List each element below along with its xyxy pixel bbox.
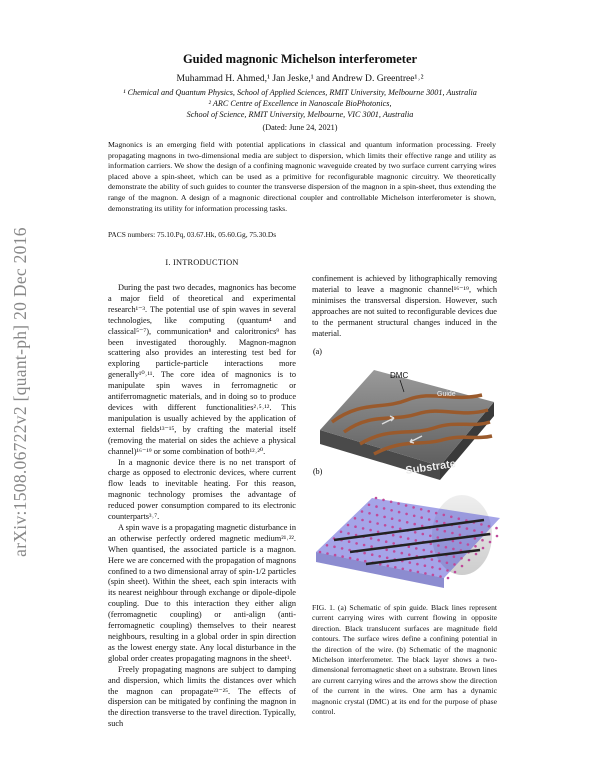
spin-site [394, 566, 397, 569]
spin-site [454, 571, 457, 574]
spin-site [424, 564, 427, 567]
spin-site [446, 562, 449, 565]
spin-site [451, 532, 454, 535]
spin-site [482, 547, 485, 550]
spin-site [481, 531, 484, 534]
spin-site [415, 539, 418, 542]
spin-site [453, 563, 456, 566]
spin-site [409, 561, 412, 564]
spin-site [402, 568, 405, 571]
spin-site [428, 518, 431, 521]
spin-site [452, 548, 455, 551]
spin-site [409, 569, 412, 572]
spin-site [391, 517, 394, 520]
spin-site [369, 529, 372, 532]
spin-site [413, 523, 416, 526]
spin-site [390, 501, 393, 504]
figure-1 [312, 340, 502, 602]
spin-site [459, 542, 462, 545]
spin-site [466, 527, 469, 530]
spin-site [489, 541, 492, 544]
spin-site [377, 531, 380, 534]
paragraph: Freely propagating magnons are subject to damping and dispersion, which limits the distances over which the magnon can propagate²³⁻²⁵. The effects of dispersion can be mitigated by confining the magnon in the direction transverse to the travel direction. Typically, such [108, 664, 296, 729]
spin-site [436, 520, 439, 523]
author-list: Muhammad H. Ahmed,¹ Jan Jeske,¹ and Andrew D. Greentree¹˒² [176, 73, 424, 84]
spin-site [488, 525, 491, 528]
spin-site [480, 523, 483, 526]
spin-site [447, 577, 450, 580]
spin-site [397, 502, 400, 505]
dmc-label: DMC [390, 371, 409, 380]
spin-site [383, 507, 386, 510]
spin-site [401, 552, 404, 555]
substrate-label: Substrate [404, 458, 457, 477]
spin-guide-lattice [316, 495, 502, 588]
spin-site [473, 529, 476, 532]
spin-site [412, 506, 415, 509]
spin-site [405, 504, 408, 507]
spin-site [450, 516, 453, 519]
spin-site [416, 563, 419, 566]
spin-site [368, 512, 371, 515]
spin-site [496, 535, 499, 538]
spin-site [495, 527, 498, 530]
spin-site [392, 534, 395, 537]
paragraph: During the past two decades, magnonics has become a major field of theoretical and experimental research¹⁻³. The potential use of spin waves in several technologies, like computing (quantum⁴ and classical⁵⁻⁷), communication⁸ and caloritronics⁹ has been investigated thoroughly. Magnon-magnon scattering also provides an interesting test bed for exploring particle-particle interactions more generally¹⁰˒¹¹. The core idea of magnonics is to manipulate spin waves in ferromagnetic or antiferromagnetic materials, and in doing so to produce devices with different functionalities²˒⁵˒¹². This manipulation is usually achieved by the application of external fields¹³⁻¹⁵, by crafting the material itself (removing the material on sides the achieve a physical channel)¹⁶⁻¹⁹ or some combination of both¹²˒²⁰. [108, 283, 296, 456]
spin-site [375, 497, 378, 500]
spin-site [340, 531, 343, 534]
spin-site [376, 522, 379, 525]
spin-site [413, 515, 416, 518]
dated-line: (Dated: June 24, 2021) [262, 123, 338, 132]
left-column [108, 283, 296, 730]
spin-site [356, 558, 359, 561]
spin-site [382, 499, 385, 502]
spin-site [362, 527, 365, 530]
spin-site [391, 526, 394, 529]
figure-caption: FIG. 1. (a) Schematic of spin guide. Black lines represent current carrying wires with current flowing in opposite direction. Black translucent surfaces are magnitude field contours. The surface wires define a confining potential in the direction of the wire. (b) Schematic of the magnonic Michelson interferometer. The black layer shows a two-dimensional ferromagnetic sheet on a substrate. Brown lines are current carrying wires and the arrows show the direction of the current in the wires. One arm has a dynamic magnonic crystal (DMC) at its end for the purpose of phase control. [312, 603, 497, 717]
spin-site [334, 554, 337, 557]
spin-site [354, 525, 357, 528]
spin-site [414, 531, 417, 534]
spin-site [378, 555, 381, 558]
spin-site [387, 565, 390, 568]
spin-site [333, 546, 336, 549]
spin-site [369, 521, 372, 524]
spin-site [421, 525, 424, 528]
spin-site [354, 517, 357, 520]
spin-site [383, 516, 386, 519]
spin-site [458, 517, 461, 520]
spin-site [481, 539, 484, 542]
spin-site [347, 532, 350, 535]
spin-site [415, 547, 418, 550]
spin-site [444, 530, 447, 533]
spin-site [407, 537, 410, 540]
spin-site [474, 545, 477, 548]
spin-site [319, 551, 322, 554]
panel-a-label: (a) [313, 347, 322, 356]
spin-site [439, 575, 442, 578]
spin-site [405, 513, 408, 516]
spin-site [427, 510, 430, 513]
spin-site [363, 552, 366, 555]
affiliation-3: School of Science, RMIT University, Melbourne, VIC 3001, Australia [186, 110, 414, 120]
spin-site [349, 557, 352, 560]
spin-site [390, 509, 393, 512]
spin-site [371, 553, 374, 556]
spin-site [348, 540, 351, 543]
spin-site [386, 557, 389, 560]
spin-site [385, 549, 388, 552]
affiliation-2: ² ARC Centre of Excellence in Nanoscale BioPhotonics, [208, 99, 392, 109]
spin-site [422, 533, 425, 536]
pacs-numbers: PACS numbers: 75.10.Pq, 03.67.Hk, 05.60.Gg, 75.30.Ds [108, 230, 277, 239]
spin-site [347, 524, 350, 527]
spin-site [398, 511, 401, 514]
spin-site [443, 514, 446, 517]
spin-site [431, 566, 434, 569]
spin-site [399, 528, 402, 531]
spin-site [474, 537, 477, 540]
spin-site [475, 553, 478, 556]
spin-site [377, 539, 380, 542]
spin-site [364, 560, 367, 563]
spin-site [458, 526, 461, 529]
right-column [312, 274, 497, 339]
spin-site [341, 547, 344, 550]
spin-site [370, 545, 373, 548]
spin-site [384, 524, 387, 527]
spin-site [363, 544, 366, 547]
guide-label: Guide [437, 391, 456, 398]
spin-site [398, 519, 401, 522]
spin-site [459, 534, 462, 537]
spin-site [417, 571, 420, 574]
abstract: Magnonics is an emerging field with potential applications in classical and quantum information processing. Freely propagating magnons in two-dimensional media are subject to dispersion, which limits their effective range and utility as information carriers. We show the design of a confining magnonic waveguide created by two surface current carrying wires placed above a spin-sheet, which can be used as a primitive for reconfigurable magnonic circuitry. We theoretically demonstrate the ability of such guides to counter the transverse dispersion of the magnon in a spin-sheet, thus extending the range of the magnon. A design of a magnonic directional coupler and controllable Michelson interferometer is shown, demonstrating its utility for information processing tasks. [108, 140, 496, 213]
spin-site [376, 514, 379, 517]
spin-site [370, 537, 373, 540]
spin-site [453, 555, 456, 558]
spin-site [423, 549, 426, 552]
spin-site [436, 528, 439, 531]
spin-site [435, 512, 438, 515]
spin-site [424, 572, 427, 575]
spin-site [355, 542, 358, 545]
paper-title: Guided magnonic Michelson interferometer [182, 52, 418, 66]
spin-site [341, 555, 344, 558]
paragraph: A spin wave is a propagating magnetic disturbance in an otherwise perfectly ordered magnetic medium²¹˒²². When quantised, the associated particle is a magnon. Here we are concerned with the propagation of magnons confined to a two dimensional array of spin-1/2 particles (spin sheet). Within the sheet, each spin interacts with its nearest neighbour through exchange or dipole-dipole coupling. Due to this interaction they either align (ferromagnetic coupling) or anti-align (anti-ferromagnetic coupling) themselves to their nearest neighbours, resulting in a global order in spin direction as the lowest energy state. Any local disturbance in the global order creates propagating magnons in the sheet¹. [108, 522, 297, 663]
spin-site [430, 550, 433, 553]
spin-site [393, 550, 396, 553]
spin-site [431, 558, 434, 561]
spin-site [375, 505, 378, 508]
spin-site [361, 519, 364, 522]
spin-site [385, 540, 388, 543]
spin-site [460, 557, 463, 560]
spin-site [420, 516, 423, 519]
panel-b-label: (b) [313, 467, 323, 476]
paragraph: confinement is achieved by lithographically removing material to leave a magnonic channel¹⁶⁻¹⁹, which minimises the transversal dispersion. However, such approaches are not suited to reconfigurable devices due to the permanent structural changes induced in the material. [312, 274, 497, 338]
affiliation-1: ¹ Chemical and Quantum Physics, School of Applied Sciences, RMIT University, Melbourne 3001, Australia [123, 88, 477, 97]
spin-site [361, 510, 364, 513]
affiliations [60, 87, 540, 121]
paragraph: In a magnonic device there is no net transport of charge as opposed to electronic devices, where current flow leads to inevitable heating. For this reason, magnonic technology promises the advantage of reduced power consumption compared to its electronic counterparts³˒⁷. [108, 457, 296, 522]
spin-site [326, 552, 329, 555]
spin-site [446, 569, 449, 572]
spin-site [326, 544, 329, 547]
spin-site [429, 535, 432, 538]
spin-site [467, 543, 470, 546]
spin-site [408, 553, 411, 556]
spin-guide-schematic [320, 370, 494, 480]
spin-site [439, 568, 442, 571]
spin-site [437, 536, 440, 539]
spin-site [399, 536, 402, 539]
spin-site [437, 544, 440, 547]
spin-site [406, 521, 409, 524]
spin-site [392, 542, 395, 545]
spin-site [420, 508, 423, 511]
arxiv-sidebar: arXiv:1508.06722v2 [quant-ph] 20 Dec 2016 [10, 227, 30, 557]
section-heading: I. INTRODUCTION [165, 258, 239, 267]
spin-site [461, 565, 464, 568]
spin-site [368, 504, 371, 507]
spin-site [432, 574, 435, 577]
spin-site [468, 559, 471, 562]
spin-site [445, 546, 448, 549]
spin-site [438, 560, 441, 563]
